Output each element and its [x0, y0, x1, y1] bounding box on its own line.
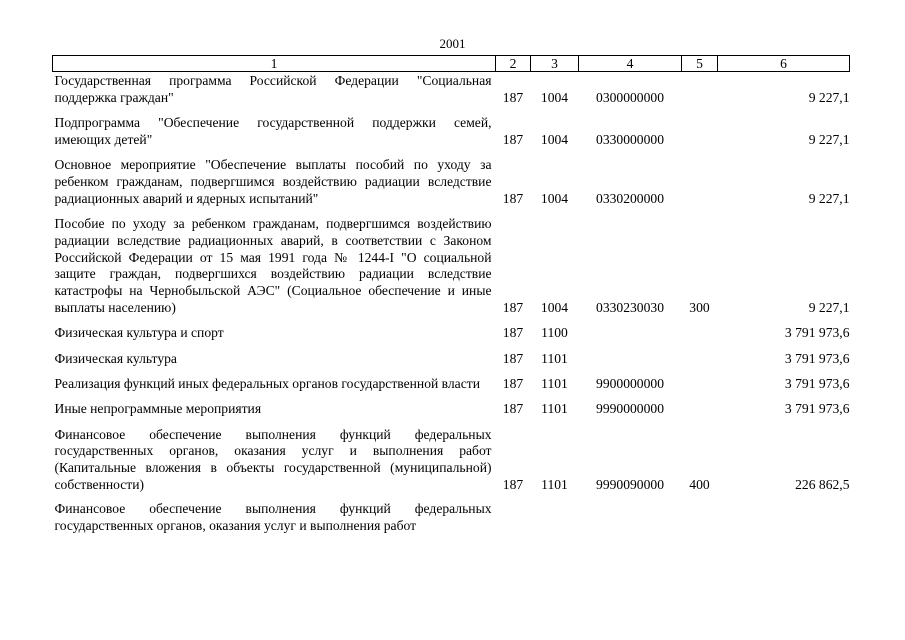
row-section-code: 1101 [541, 401, 568, 417]
row-amount: 3 791 973,6 [784, 325, 850, 341]
row-target-code: 9990090000 [596, 476, 664, 492]
row-expense-type [682, 494, 718, 535]
row-amount: 9 227,1 [808, 300, 850, 316]
row-amount: 9 227,1 [808, 131, 850, 147]
column-header-3: 3 [531, 56, 579, 72]
row-section-code: 1100 [541, 325, 568, 341]
row-expense-type [682, 393, 718, 418]
row-gl-code [496, 494, 531, 535]
row-target-code: 0300000000 [596, 89, 664, 105]
row-amount [718, 494, 850, 535]
row-expense-type [682, 342, 718, 367]
row-name: Финансовое обеспечение выполнения функций федеральных государственных органов, оказания услуг и выполнения работ (Капитальные вложения в объекты государственной (муниципальной) собственности) [54, 426, 492, 492]
table-row [53, 393, 850, 418]
table-body [53, 72, 850, 535]
row-expense-type [682, 107, 718, 149]
row-name: Иные непрограммные мероприятия [54, 401, 262, 417]
row-amount: 9 227,1 [808, 190, 850, 206]
row-amount: 3 791 973,6 [784, 375, 850, 391]
row-section-code: 1004 [540, 190, 569, 206]
row-gl-code: 187 [502, 300, 524, 316]
row-section-code [531, 494, 579, 535]
row-section-code: 1101 [541, 476, 568, 492]
row-amount: 226 862,5 [795, 476, 850, 492]
row-gl-code: 187 [502, 401, 524, 417]
row-name: Физическая культура и спорт [54, 325, 224, 341]
table-row [53, 418, 850, 494]
page-number: 2001 [439, 36, 466, 51]
row-section-code: 1101 [541, 350, 568, 366]
row-gl-code: 187 [502, 89, 524, 105]
budget-table [52, 55, 850, 534]
row-expense-type [682, 72, 718, 107]
row-section-code: 1101 [541, 375, 568, 391]
column-header-2: 2 [496, 56, 531, 72]
row-section-code: 1004 [540, 300, 569, 316]
table-row [53, 107, 850, 149]
row-target-code: 9990000000 [596, 401, 664, 417]
row-target-code: 0330000000 [596, 131, 664, 147]
row-target-code [579, 494, 682, 535]
row-section-code: 1004 [540, 131, 569, 147]
row-amount: 9 227,1 [808, 89, 850, 105]
row-gl-code: 187 [502, 190, 524, 206]
column-header-5: 5 [682, 56, 718, 72]
table-row [53, 494, 850, 535]
row-name: Пособие по уходу за ребенком гражданам, подвергшимся воздействию радиации вследствие радиационных аварий, в соответствии с Законом Российской Федерации от 15 мая 1991 года № 1244-I "О социальной защите граждан, подвергшихся воздействию радиации вследствие катастрофы на Чернобыльской АЭС" (Социальное обеспечение и иные выплаты населению) [54, 216, 492, 316]
row-gl-code: 187 [502, 350, 524, 366]
row-section-code: 1004 [540, 89, 569, 105]
row-gl-code: 187 [502, 375, 524, 391]
row-name: Основное мероприятие "Обеспечение выплаты пособий по уходу за ребенком гражданам, подвергшимся воздействию радиации вследствие радиационных аварий и ядерных испытаний" [54, 157, 492, 206]
row-target-code: 0330200000 [596, 190, 664, 206]
row-target-code [579, 317, 682, 342]
row-expense-type: 300 [689, 300, 710, 316]
column-header-4: 4 [579, 56, 682, 72]
row-name: Реализация функций иных федеральных органов государственной власти [54, 375, 480, 391]
column-header-6: 6 [718, 56, 850, 72]
row-amount: 3 791 973,6 [784, 401, 850, 417]
table-row [53, 208, 850, 317]
row-name: Финансовое обеспечение выполнения функций федеральных государственных органов, оказания услуг и выполнения работ [54, 500, 492, 533]
row-target-code: 0330230030 [596, 300, 664, 316]
row-expense-type [682, 367, 718, 392]
row-amount: 3 791 973,6 [784, 350, 850, 366]
row-gl-code: 187 [502, 476, 524, 492]
column-header-1: 1 [53, 56, 496, 72]
table-row [53, 342, 850, 367]
row-name: Государственная программа Российской Федерации "Социальная поддержка граждан" [54, 73, 492, 105]
header-row [53, 56, 850, 72]
row-target-code: 9900000000 [596, 375, 664, 391]
table-row [53, 367, 850, 392]
table-row [53, 72, 850, 107]
row-gl-code: 187 [502, 325, 524, 341]
row-gl-code: 187 [502, 131, 524, 147]
row-name: Подпрограмма "Обеспечение государственной поддержки семей, имеющих детей" [54, 115, 492, 147]
row-expense-type: 400 [689, 476, 710, 492]
table-row [53, 317, 850, 342]
row-expense-type [682, 149, 718, 208]
table-row [53, 149, 850, 208]
row-target-code [579, 342, 682, 367]
row-name: Физическая культура [54, 350, 177, 366]
row-expense-type [682, 317, 718, 342]
table-header [53, 56, 850, 72]
